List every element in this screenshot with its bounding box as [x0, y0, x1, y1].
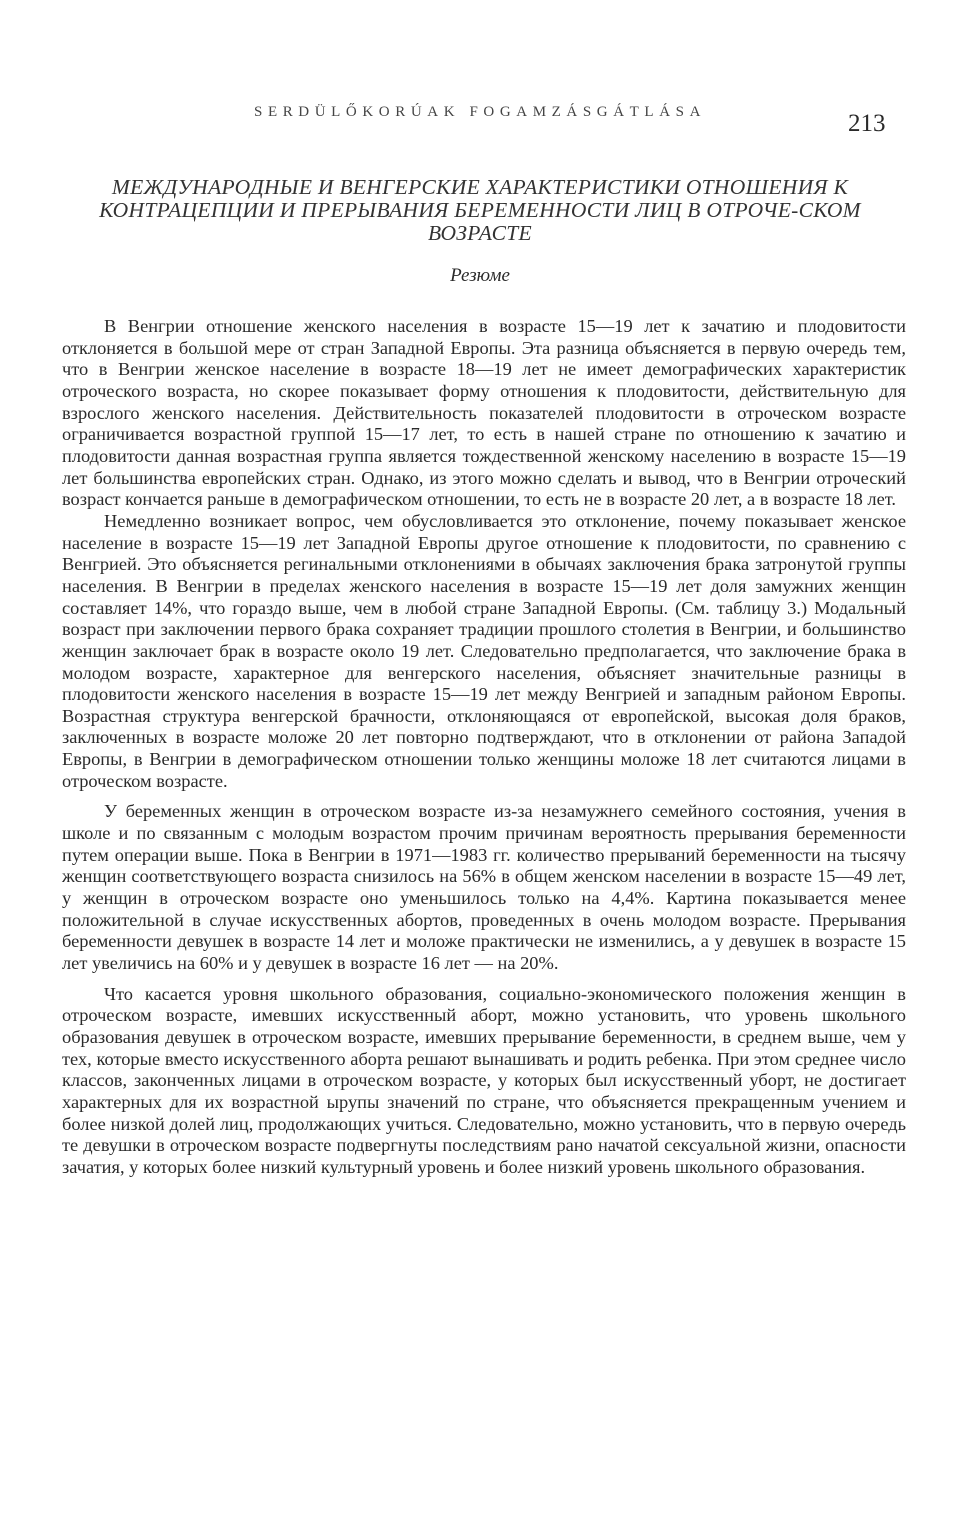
article-title: МЕЖДУНАРОДНЫЕ И ВЕНГЕРСКИЕ ХАРАКТЕРИСТИКИ ОТНОШЕНИЯ К КОНТРАЦЕПЦИИ И ПРЕРЫВАНИЯ БЕРЕМЕННОСТИ ЛИЦ В ОТРОЧЕ-СКОМ ВОЗРАСТЕ: [99, 175, 861, 245]
running-head: SERDÜLŐKORÚAK FOGAMZÁSGÁTLÁSA: [254, 104, 706, 120]
paragraph-2: Немедленно возникает вопрос, чем обусловливается это отклонение, почему показывает женское население в возрасте 15—19 лет Западной Европы другое отношение к плодовитости, по сравнению с Венгрией. Это объясняется регинальными отклонениями в обычаях заключения брака затронутой группы населения. В Венгрии в пределах женского населения в возрасте 15—19 лет доля замужних женщин составляет 14%, что гораздо выше, чем в любой стране Западной Европы. (См. таблицу 3.) Модальный возраст при заключении первого брака сохраняет традиции прошлого столетия в Венгрии, и большинство женщин заключает брак в возрасте около 19 лет. Следовательно предполагается, что заключение брака в молодом возрасте, характерное для венгерского населения, объясняет значительные разницы в плодовитости женского населения в возрасте 15—19 лет между Венгрией и западным районом Европы. Возрастная структура венгерской брачности, отклоняющаяся от европейской, высокая доля браков, заключенных в возрасте моложе 20 лет повторно подтверждают, что в отклонении от района Западой Европы, в Венгрии в демографическом отношении только женщины моложе 18 лет считаются лицами в отроческом возрасте.: [62, 510, 906, 791]
page-number: 213: [848, 110, 886, 137]
paragraph-3: У беременных женщин в отроческом возрасте из-за незамужнего семейного состояния, учения в школе и по связанным с молодым возрастом прочим причинам вероятность прерывания беременности путем операции выше. Пока в Венгрии в 1971—1983 гг. количество прерываний беременности на тысячу женщин соответствующего возраста снизилось на 56% в общем женском населении в возрасте 15—49 лет, у женщин в отроческом возрасте оно уменьшилось только на 4,4%. Картина показывается менее положительной в случае искусственных абортов, проведенных в очень молодом возрасте. Прерывания беременности девушек в возрасте 14 лет и моложе практически не изменились, а у девушек в возрасте 15 лет увеличись на 60% и у девушек в возрасте 16 лет — на 20%.: [62, 801, 906, 974]
paragraph-4: Что касается уровня школьного образования, социально-экономического положения женщин в отроческом возрасте, имевших искусственный аборт, можно установить, что уровень школьного образования девушек в отроческом возрасте, имевших прерывание беременности, в среднем выше, чем у тех, которые вместо искусственного аборта решают вынашивать и родить ребенка. При этом среднее число классов, законченных лицами в отроческом возрасте, у которых был искусственный уборт, не достигает характерных для их возрастной ырупы значений по стране, что объясняется прекращенным учением и более низкой долей лиц, продолжающих учиться. Следовательно, можно установить, что в первую очередь те девушки в отроческом возрасте подвергнуты последствиям рано начатой сексуальной жизни, опасности зачатия, у которых более низкий культурный уровень и более низкий уровень школьного образования.: [62, 983, 906, 1177]
section-heading: Резюме: [450, 265, 510, 286]
paragraph-1: В Венгрии отношение женского населения в возрасте 15—19 лет к зачатию и плодовитости отклоняется в большой мере от стран Западной Европы. Эта разница объясняется в первую очередь тем, что в Венгрии женское население в возрасте 18—19 лет не имеет демографических характеристик отроческого возраста, но скорее показывает форму отношения к плодовитости, действительную для взрослого женского населения. Действительность показателей плодовитости в отроческом возрасте ограничивается возрастной группой 15—17 лет, то есть в нашей стране по отношению к зачатию и плодовитости данная возрастная группа является тождественной женскому населению в возрасте 15—19 лет большинства европейских стран. Однако, из этого можно сделать и вывод, что в Венгрии отроческий возраст кончается раньше в демографическом отношении, то есть не в возрасте 20 лет, а в возрасте 18 лет.: [62, 316, 906, 510]
article-body: [62, 316, 906, 1179]
